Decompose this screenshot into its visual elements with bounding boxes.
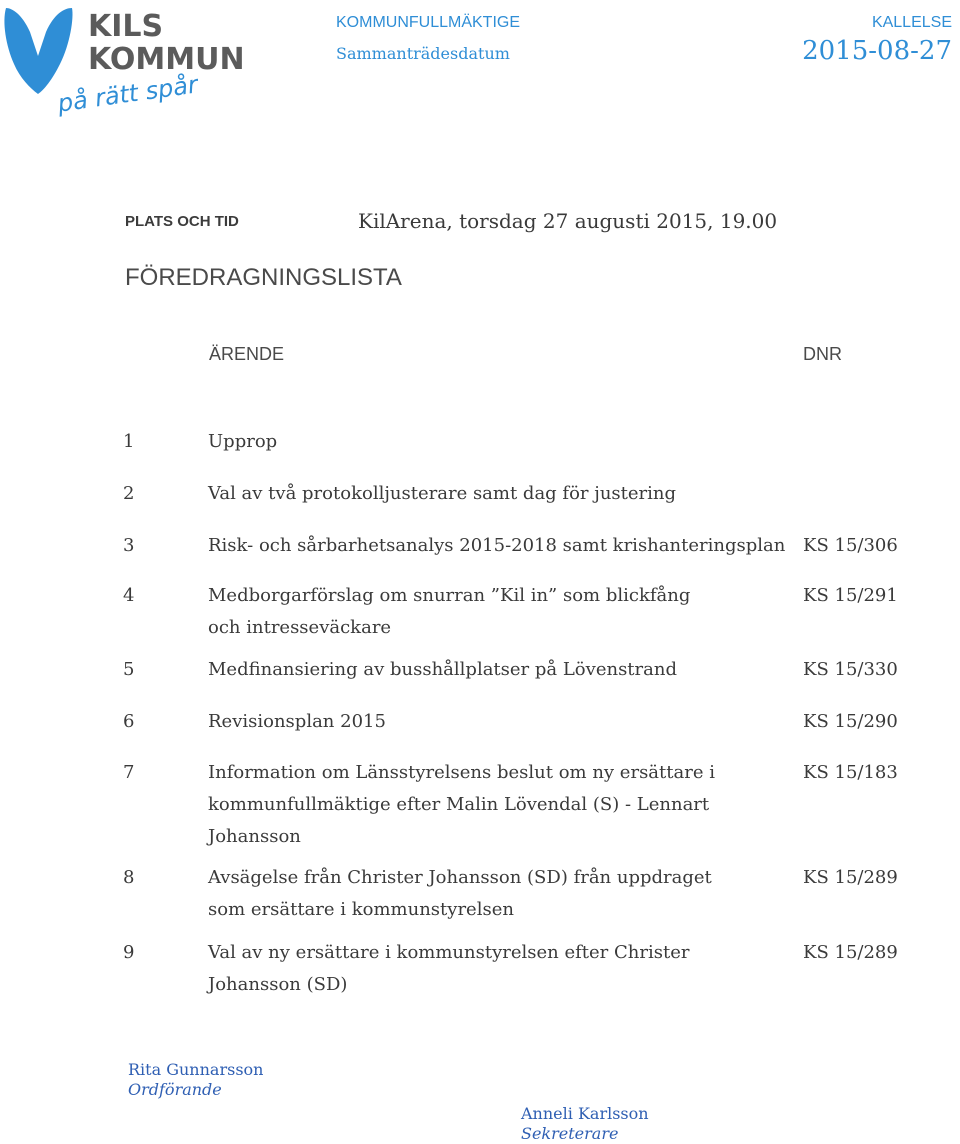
agenda-item-text: Medborgarförslag om snurran ”Kil in” som blickfång och intresseväckare bbox=[208, 585, 691, 638]
column-header-dnr: DNR bbox=[803, 344, 842, 364]
agenda-item-dnr: KS 15/330 bbox=[803, 659, 898, 680]
agenda-item-number: 6 bbox=[123, 711, 135, 732]
agenda-item-number: 2 bbox=[123, 483, 135, 504]
header-doc-type: KALLELSE bbox=[871, 14, 952, 31]
header-organ: KOMMUNFULLMÄKTIGE bbox=[336, 14, 521, 31]
agenda-item-number: 3 bbox=[123, 535, 135, 556]
agenda-item-text: Information om Länsstyrelsens beslut om ny ersättare i kommunfullmäktige efter Malin Lövendal (S) - Lennart Johansson bbox=[208, 762, 715, 847]
agenda-item-text: Val av ny ersättare i kommunstyrelsen efter Christer Johansson (SD) bbox=[208, 942, 690, 995]
agenda-item-dnr: KS 15/289 bbox=[803, 867, 898, 888]
signature-chair bbox=[128, 1060, 263, 1100]
agenda-item-number: 9 bbox=[123, 942, 135, 963]
agenda-item-number: 8 bbox=[123, 867, 135, 888]
agenda-item-number: 4 bbox=[123, 585, 135, 606]
agenda-item-dnr: KS 15/183 bbox=[803, 762, 898, 783]
plats-value: KilArena, torsdag 27 augusti 2015, 19.00 bbox=[358, 209, 778, 233]
kils-kommun-logo bbox=[0, 0, 245, 140]
agenda-item-text: Risk- och sårbarhetsanalys 2015-2018 samt krishanteringsplan bbox=[208, 535, 786, 556]
agenda-item-text: Val av två protokolljusterare samt dag för justering bbox=[208, 483, 677, 504]
header-date-label: Sammanträdesdatum bbox=[336, 44, 510, 63]
agenda-title: FÖREDRAGNINGSLISTA bbox=[125, 264, 402, 291]
agenda-item-number: 1 bbox=[123, 431, 135, 452]
agenda-item-number: 5 bbox=[123, 659, 135, 680]
plats-label: PLATS OCH TID bbox=[125, 213, 239, 230]
agenda-item-dnr: KS 15/306 bbox=[803, 535, 898, 556]
logo-line-2: KOMMUN bbox=[88, 42, 245, 77]
signature-secretary bbox=[521, 1104, 649, 1144]
header-date: 2015-08-27 bbox=[802, 36, 952, 66]
column-header-arende: ÄRENDE bbox=[209, 344, 285, 364]
agenda-item-dnr: KS 15/291 bbox=[803, 585, 898, 606]
logo-slogan: på rätt spår bbox=[56, 70, 200, 118]
agenda-item-text: Avsägelse från Christer Johansson (SD) från uppdraget som ersättare i kommunstyrelsen bbox=[208, 867, 712, 920]
logo-line-1: KILS bbox=[88, 9, 164, 44]
agenda-item-number: 7 bbox=[123, 762, 135, 783]
agenda-item-text: Revisionsplan 2015 bbox=[208, 711, 386, 732]
signature-role: Ordförande bbox=[128, 1080, 222, 1099]
agenda-item-dnr: KS 15/290 bbox=[803, 711, 898, 732]
signature-role: Sekreterare bbox=[521, 1124, 619, 1143]
agenda-item-text: Upprop bbox=[208, 431, 278, 452]
agenda-item-text: Medfinansiering av busshållplatser på Lövenstrand bbox=[208, 659, 677, 680]
signature-name: Anneli Karlsson bbox=[521, 1104, 649, 1123]
agenda-item-dnr: KS 15/289 bbox=[803, 942, 898, 963]
signature-name: Rita Gunnarsson bbox=[128, 1060, 264, 1079]
